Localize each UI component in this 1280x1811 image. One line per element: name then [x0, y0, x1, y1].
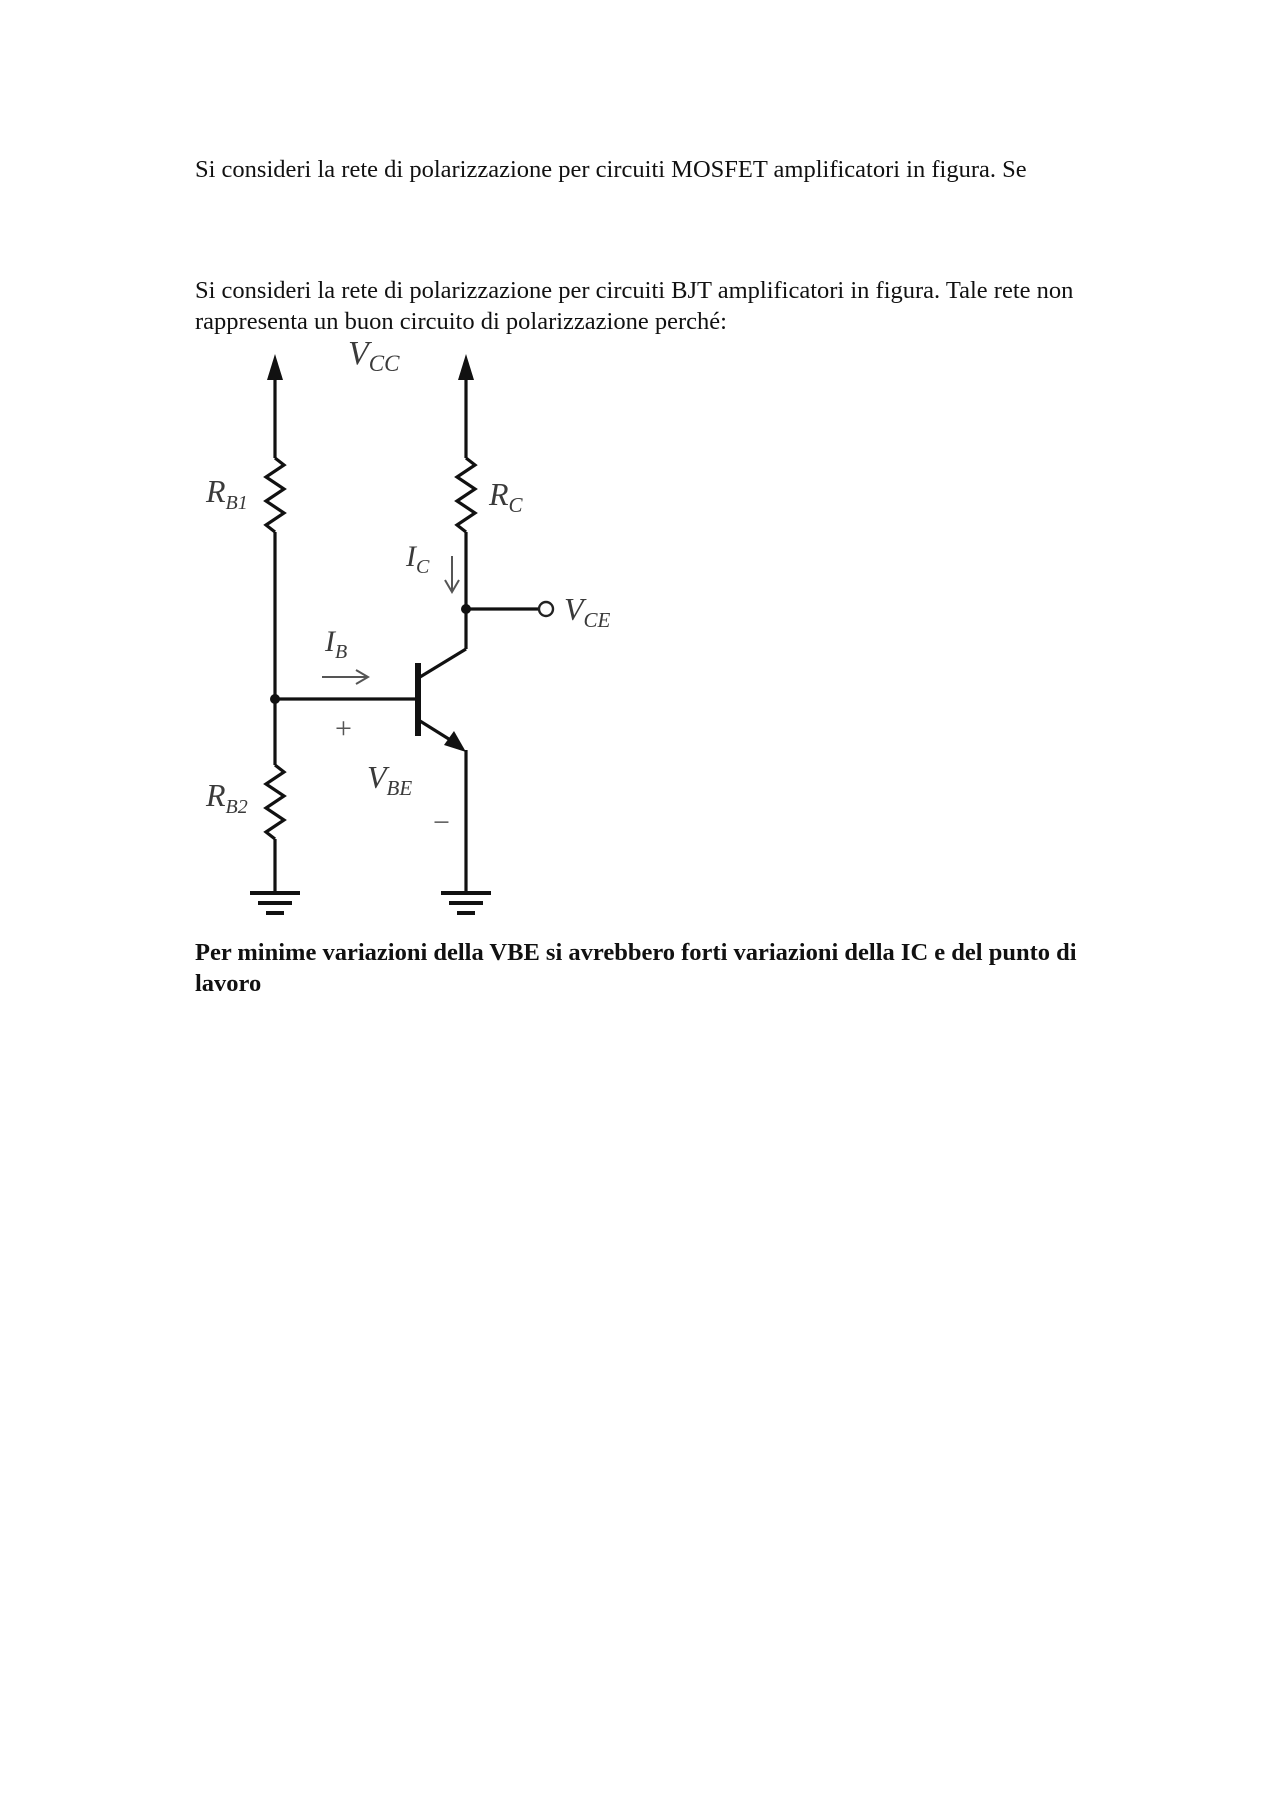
left-ground-symbol: [250, 893, 300, 913]
transistor-collector-lead: [420, 649, 466, 677]
ic-arrow-icon: [445, 556, 459, 592]
answer-text: Per minime variazioni della VBE si avrebbero forti variazioni della IC e del punto di lavoro: [195, 939, 1077, 997]
ic-label: $I_C$: [406, 540, 430, 578]
vce-label: $V_{CE}$: [564, 591, 611, 632]
right-supply-arrow-icon: [458, 354, 474, 380]
question-2-text: Si consideri la rete di polarizzazione per circuiti BJT amplificatori in figura. Tale rete non rappresenta un buon circuito di polarizzazione perché:: [195, 277, 1074, 335]
rb2-resistor: [266, 765, 284, 839]
rb2-label: $R_{B2}$: [206, 777, 248, 818]
minus-sign: −: [433, 806, 450, 839]
vbe-label: $V_{BE}$: [367, 759, 413, 800]
collector-junction-dot: [461, 604, 471, 614]
question-1-text: Si consideri la rete di polarizzazione per circuiti MOSFET amplificatori in figura. Se: [195, 156, 1027, 183]
vcc-label: $V_{CC}$: [348, 335, 400, 376]
ib-arrow-icon: [322, 670, 368, 684]
vce-terminal: [539, 602, 553, 616]
rc-label: $R_C$: [489, 476, 523, 517]
emitter-arrow-icon: [444, 731, 466, 752]
rc-resistor: [457, 458, 475, 532]
base-junction-dot: [270, 694, 280, 704]
plus-sign: +: [335, 712, 352, 745]
left-supply-arrow-icon: [267, 354, 283, 380]
right-ground-symbol: [441, 893, 491, 913]
rb1-resistor: [266, 458, 284, 532]
rb1-label: $R_{B1}$: [206, 473, 248, 514]
ib-label: $I_B$: [325, 625, 348, 663]
